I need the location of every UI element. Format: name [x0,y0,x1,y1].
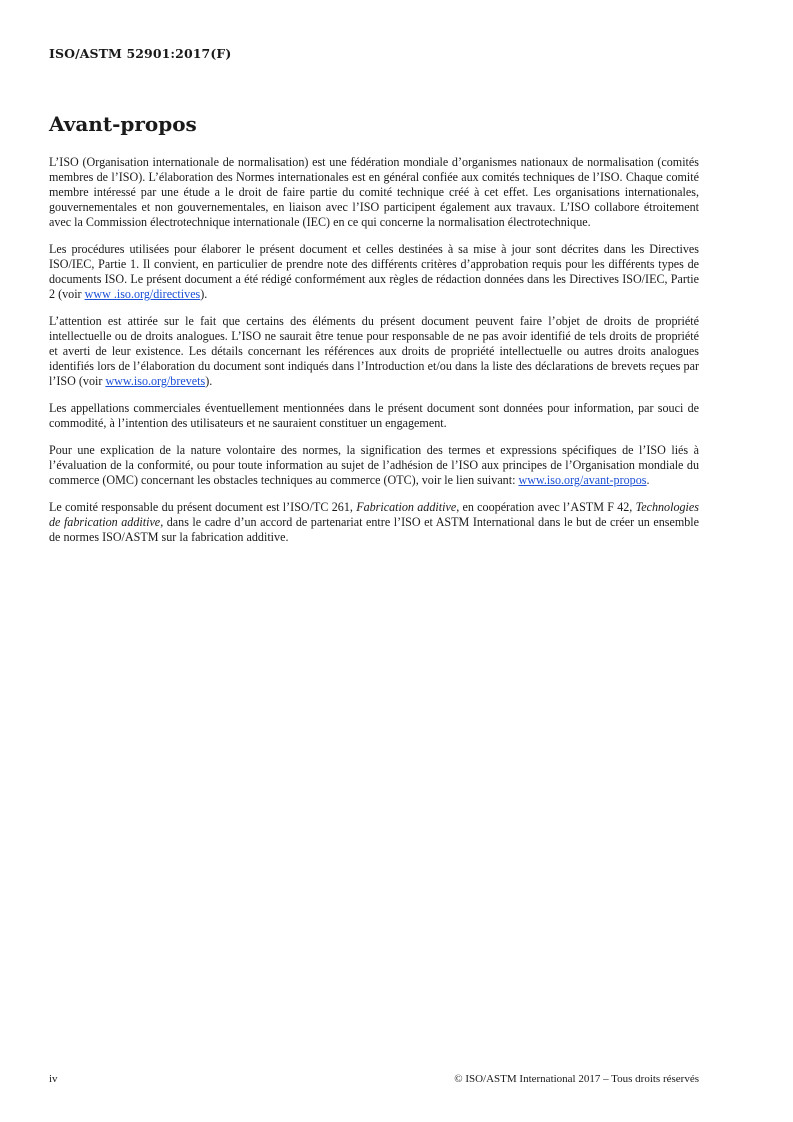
paragraph-text: L’attention est attirée sur le fait que certains des éléments du présent document peuvent faire l’objet de droits de propriété intellectuelle ou de droits analogues. L’ISO ne saurait être tenue pour responsable de ne pas avoir identifié de tels droits de propriété et averti de leur existence. Les détails concernant les références aux droits de propriété intellectuelle ou autres droits analogues identifiés lors de l’élaboration du document sont indiqués dans l’Introduction et/ou dans la liste des déclarations de brevets reçues par l’ISO (voir [49,314,699,388]
paragraph-voluntary-nature [49,443,699,488]
paragraph-iso-organisation: L’ISO (Organisation internationale de normalisation) est une fédération mondiale d’organismes nationaux de normalisation (comités membres de l’ISO). L’élaboration des Normes internationales est en général confiée aux comités techniques de l’ISO. Chaque comité membre intéressé par une étude a le droit de faire partie du comité technique créé à cet effet. Les organisations internationales, gouvernementales et non gouvernementales, en liaison avec l’ISO participent également aux travaux. L’ISO collabore étroitement avec la Commission électrotechnique internationale (IEC) en ce qui concerne la normalisation électrotechnique. [49,155,699,229]
paragraph-text: ). [205,374,213,388]
paragraph-text: Les procédures utilisées pour élaborer le présent document et celles destinées à sa mise à jour sont décrites dans les Directives ISO/IEC, Partie 1. Il convient, en particulier de prendre note des différents critères d’approbation requis pour les différents types de documents ISO. Le présent document a été rédigé conformément aux règles de rédaction données dans les Directives ISO/IEC, Partie 2 (voir [49,242,699,301]
document-code: ISO/ASTM 52901:2017(F) [49,46,232,61]
paragraph-text: Pour une explication de la nature volontaire des normes, la signification des termes et expressions spécifiques de l’ISO liés à l’évaluation de la conformité, ou pour toute information au sujet de l’adhésion de l’ISO aux principes de l’Organisation mondiale du commerce (OMC) concernant les obstacles techniques au commerce (OTC), voir le lien suivant: [49,443,699,487]
page-footer [49,1073,699,1085]
committee-name-tc261: Fabrication additive [356,500,457,514]
paragraph-procedures [49,242,699,302]
directives-link[interactable]: www .iso.org/directives [84,287,201,301]
paragraph-text: ). [200,287,208,301]
copyright-notice: © ISO/ASTM International 2017 – Tous droits réservés [454,1073,699,1085]
patents-link[interactable]: www.iso.org/brevets [105,374,206,388]
paragraph-committee [49,500,699,545]
foreword-body [49,155,699,557]
paragraph-text: . [646,473,650,487]
paragraph-trade-names: Les appellations commerciales éventuellement mentionnées dans le présent document sont données pour information, par souci de commodité, à l’intention des utilisateurs et ne sauraient constituer un engagement. [49,401,699,430]
paragraph-patents [49,314,699,389]
foreword-link[interactable]: www.iso.org/avant-propos [518,473,647,487]
page-title: Avant-propos [49,112,197,136]
committee-name-f42: Technologies de fabrication additive [49,500,699,529]
paragraph-text: , dans le cadre d’un accord de partenariat entre l’ISO et ASTM International dans le but de créer un ensemble de normes ISO/ASTM sur la fabrication additive. [49,515,699,544]
paragraph-text: , en coopération avec l’ASTM F 42, [456,500,636,514]
page-number: iv [49,1073,58,1085]
paragraph-text: Le comité responsable du présent document est l’ISO/TC 261, [49,500,357,514]
